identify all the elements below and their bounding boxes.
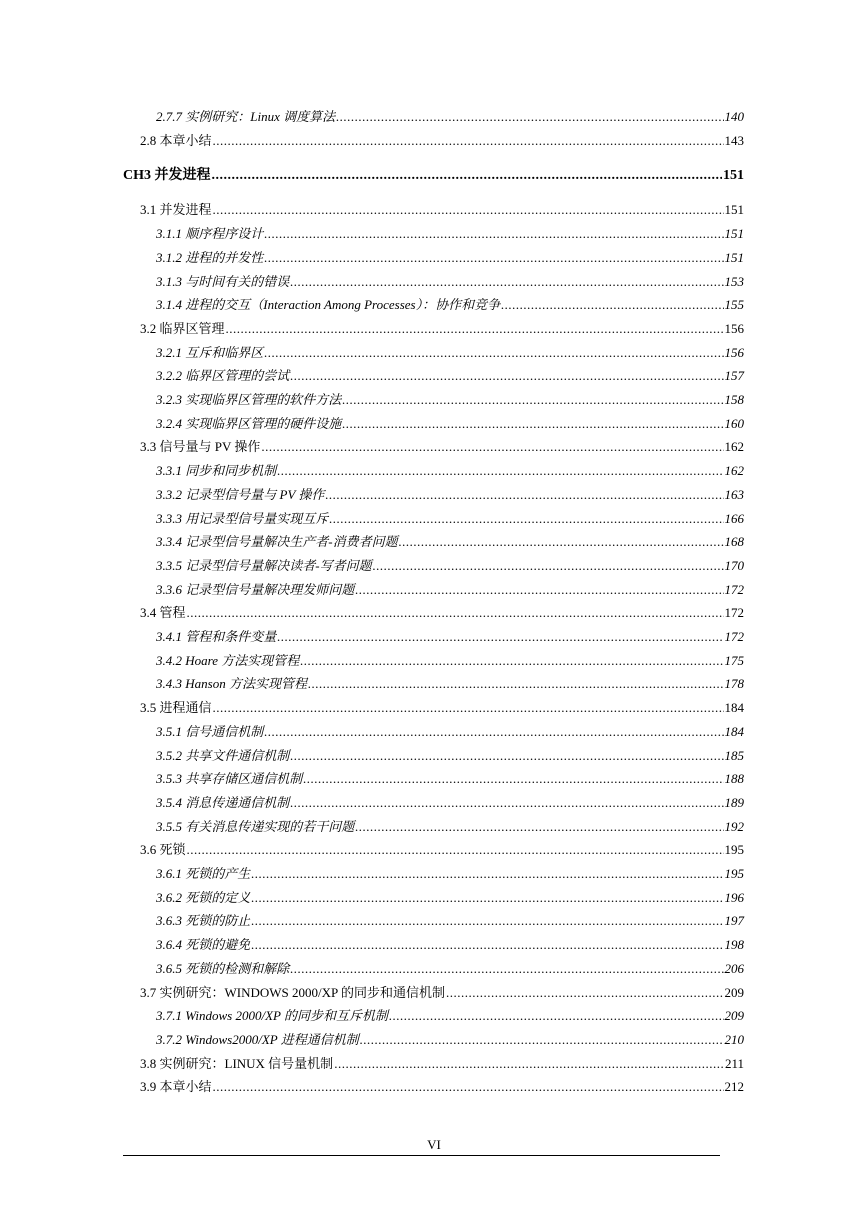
toc-entry [140, 982, 744, 1004]
toc-entry-title: 3.1.1 顺序程序设计 [156, 226, 264, 242]
toc-entry-title: 3.3.6 记录型信号量解决理发师问题 [156, 581, 355, 597]
toc-entry [156, 579, 744, 601]
toc-entry [156, 294, 744, 316]
toc-entry [156, 106, 744, 128]
toc-entry-page: 162 [724, 463, 744, 479]
toc-entry-title: 3.6.1 死锁的产生 [156, 866, 251, 881]
toc-entry [140, 697, 744, 719]
toc-entry-title: 3.7 实例研究：WINDOWS 2000/XP 的同步和通信机制 [140, 984, 446, 1000]
toc-leader-dots [213, 130, 724, 152]
toc-leader-dots [501, 294, 723, 316]
toc-leader-dots [251, 887, 723, 909]
toc-entry-title: 3.4.1 管程和条件变量 [156, 629, 277, 644]
toc-leader-dots [300, 650, 723, 672]
toc-entry-page: 184 [724, 700, 744, 716]
toc-entry-page: 168 [724, 534, 744, 550]
toc-entry-page: 184 [724, 723, 744, 739]
toc-entry [156, 863, 744, 885]
toc-entry-page: 175 [724, 652, 744, 668]
toc-entry-page: 195 [724, 842, 744, 858]
toc-entry-page: 195 [724, 866, 744, 881]
toc-entry-title: 3.7.1 Windows 2000/XP 的同步和互斥机制 [156, 1008, 388, 1024]
toc-leader-dots [373, 555, 724, 577]
toc-entry-title: 3.4.3 Hanson 方法实现管程 [156, 676, 307, 692]
toc-entry-page: 158 [724, 392, 744, 407]
toc-leader-dots [213, 697, 724, 719]
toc-entry [156, 934, 744, 956]
toc-entry-title: 3.9 本章小结 [140, 1079, 212, 1095]
toc-entry-title: 3.8 实例研究：LINUX 信号量机制 [140, 1055, 334, 1071]
toc-leader-dots [446, 982, 723, 1004]
toc-entry-page: 163 [724, 486, 744, 502]
toc-entry-page: 156 [724, 344, 744, 360]
toc-leader-dots [290, 365, 723, 387]
toc-leader-dots [251, 863, 723, 885]
toc-leader-dots [264, 721, 723, 743]
toc-entry-page: 155 [724, 297, 744, 313]
toc-leader-dots [290, 958, 723, 980]
toc-entry-page: 189 [724, 794, 744, 810]
toc-entry-page: 157 [724, 368, 744, 384]
toc-leader-dots [187, 602, 724, 624]
toc-entry-page: 162 [724, 439, 744, 455]
toc-entry [156, 626, 744, 648]
toc-entry [156, 508, 744, 530]
toc-leader-dots [290, 745, 723, 767]
toc-entry-page: 212 [724, 1079, 744, 1095]
toc-entry [156, 768, 744, 790]
toc-leader-dots [355, 579, 723, 601]
toc-leader-dots [360, 1029, 724, 1051]
toc-entry-page: 210 [724, 1031, 744, 1047]
toc-entry-page: 197 [724, 913, 744, 929]
toc-leader-dots [389, 1005, 724, 1027]
toc-leader-dots [187, 839, 724, 861]
toc-leader-dots [212, 165, 723, 187]
toc-entry-page: 178 [724, 676, 744, 692]
toc-entry-title: 3.4 管程 [140, 605, 186, 621]
toc-entry [123, 165, 744, 187]
toc-entry [140, 1053, 744, 1075]
toc-entry-page: 151 [723, 168, 744, 184]
toc-entry-page: 151 [724, 226, 744, 242]
toc-entry-title: 3.5.2 共享文件通信机制 [156, 747, 290, 763]
toc-entry-title: 3.7.2 Windows2000/XP 进程通信机制 [156, 1031, 359, 1047]
toc-entry-title: 3.5.5 有关消息传递实现的若干问题 [156, 818, 355, 834]
toc-leader-dots [329, 508, 723, 530]
toc-leader-dots [355, 816, 723, 838]
toc-entry-title: 3.3.2 记录型信号量与 PV 操作 [156, 486, 325, 502]
toc-leader-dots [264, 247, 723, 269]
toc-leader-dots [308, 673, 724, 695]
toc-entry-page: 192 [724, 818, 744, 834]
toc-entry [140, 199, 744, 221]
toc-entry-title: 3.3.1 同步和同步机制 [156, 463, 277, 479]
toc-leader-dots [251, 934, 723, 956]
toc-entry-page: 209 [724, 984, 744, 1000]
toc-entry-page: 156 [724, 320, 744, 336]
toc-leader-dots [342, 413, 723, 435]
toc-entry [156, 910, 744, 932]
toc-entry-title: 3.2.3 实现临界区管理的软件方法 [156, 392, 342, 407]
toc-entry [156, 721, 744, 743]
toc-leader-dots [261, 436, 723, 458]
toc-entry-page: 151 [724, 249, 744, 265]
toc-leader-dots [334, 1053, 724, 1075]
toc-entry-title: 2.8 本章小结 [140, 132, 212, 148]
toc-entry [156, 673, 744, 695]
toc-entry-title: 3.6.5 死锁的检测和解除 [156, 960, 290, 976]
toc-entry [156, 223, 744, 245]
toc-entry [156, 650, 744, 672]
toc-leader-dots [336, 106, 723, 128]
toc-entry-title: 3.3.3 用记录型信号量实现互斥 [156, 510, 329, 526]
footer-divider [123, 1155, 720, 1156]
toc-entry-title: 3.5.1 信号通信机制 [156, 723, 264, 739]
toc-entry [156, 745, 744, 767]
toc-leader-dots [290, 271, 723, 293]
page-number: VI [427, 1137, 441, 1152]
toc-entry-page: 143 [724, 132, 744, 148]
toc-entry-page: 188 [724, 771, 744, 787]
toc-entry-title: 2.7.7 实例研究：Linux 调度算法 [156, 109, 336, 124]
toc-leader-dots [325, 484, 723, 506]
toc-entry-title: 3.3 信号量与 PV 操作 [140, 439, 261, 455]
toc-entry [140, 130, 744, 152]
toc-entry-title: 3.2.2 临界区管理的尝试 [156, 368, 290, 384]
toc-entry [156, 484, 744, 506]
toc-entry-page: 151 [724, 202, 744, 218]
toc-entry-page: 172 [724, 605, 744, 621]
toc-entry [156, 958, 744, 980]
toc-entry-page: 206 [724, 960, 744, 976]
toc-entry-title: 3.1 并发进程 [140, 202, 212, 218]
toc-entry-page: 140 [724, 109, 744, 124]
toc-entry [140, 839, 744, 861]
toc-entry [140, 436, 744, 458]
toc-leader-dots [277, 460, 723, 482]
toc-leader-dots [213, 199, 724, 221]
toc-entry-title: 3.5.3 共享存储区通信机制 [156, 771, 303, 787]
toc-entry-page: 198 [724, 937, 744, 953]
toc-entry [156, 792, 744, 814]
toc-entry [156, 460, 744, 482]
toc-entry-title: 3.2 临界区管理 [140, 320, 225, 336]
toc-entry-title: 3.6.4 死锁的避免 [156, 937, 251, 953]
toc-leader-dots [264, 342, 723, 364]
toc-entry [156, 247, 744, 269]
toc-entry [140, 318, 744, 340]
toc-entry-title: 3.6.2 死锁的定义 [156, 889, 251, 905]
toc-entry-title: CH3 并发进程 [123, 168, 211, 184]
toc-entry [156, 271, 744, 293]
toc-entry [156, 413, 744, 435]
toc-entry-page: 172 [724, 581, 744, 597]
toc-entry-title: 3.4.2 Hoare 方法实现管程 [156, 652, 300, 668]
toc-entry-title: 3.1.3 与时间有关的错误 [156, 273, 290, 289]
toc-entry [140, 602, 744, 624]
toc-entry [156, 555, 744, 577]
toc-entry-page: 172 [724, 629, 744, 644]
toc-leader-dots [342, 389, 723, 411]
toc-entry [156, 1005, 744, 1027]
toc-entry-page: 153 [724, 273, 744, 289]
toc-entry-title: 3.2.1 互斥和临界区 [156, 344, 264, 360]
toc-entry-title: 3.2.4 实现临界区管理的硬件设施 [156, 415, 342, 431]
toc-entry-page: 160 [724, 415, 744, 431]
toc-entry-page: 211 [724, 1055, 744, 1071]
toc-entry [156, 1029, 744, 1051]
toc-entry-page: 166 [724, 510, 744, 526]
toc-entry-page: 185 [724, 747, 744, 763]
toc-leader-dots [213, 1076, 724, 1098]
toc-entry-title: 3.1.4 进程的交互（Interaction Among Processes）：协作和竞争 [156, 297, 501, 313]
toc-entry-title: 3.1.2 进程的并发性 [156, 249, 264, 265]
toc-leader-dots [303, 768, 723, 790]
toc-entry [156, 816, 744, 838]
toc-entry-page: 196 [724, 889, 744, 905]
toc-leader-dots [264, 223, 723, 245]
toc-entry [156, 887, 744, 909]
toc-entry [156, 389, 744, 411]
toc-leader-dots [290, 792, 723, 814]
toc-leader-dots [251, 910, 723, 932]
toc-entry [156, 342, 744, 364]
toc-entry [156, 365, 744, 387]
toc-entry-title: 3.5 进程通信 [140, 700, 212, 716]
toc-leader-dots [226, 318, 724, 340]
toc-entry [156, 531, 744, 553]
toc-entry-page: 209 [724, 1008, 744, 1024]
toc-entry-page: 170 [724, 557, 744, 573]
toc-entry-title: 3.6 死锁 [140, 842, 186, 858]
toc-entry [140, 1076, 744, 1098]
toc-entry-title: 3.3.4 记录型信号量解决生产者-消费者问题 [156, 534, 398, 550]
toc-entry-title: 3.5.4 消息传递通信机制 [156, 794, 290, 810]
toc-leader-dots [399, 531, 724, 553]
toc-entry-title: 3.6.3 死锁的防止 [156, 913, 251, 929]
toc-entry-title: 3.3.5 记录型信号量解决读者-写者问题 [156, 557, 372, 573]
toc-leader-dots [277, 626, 723, 648]
